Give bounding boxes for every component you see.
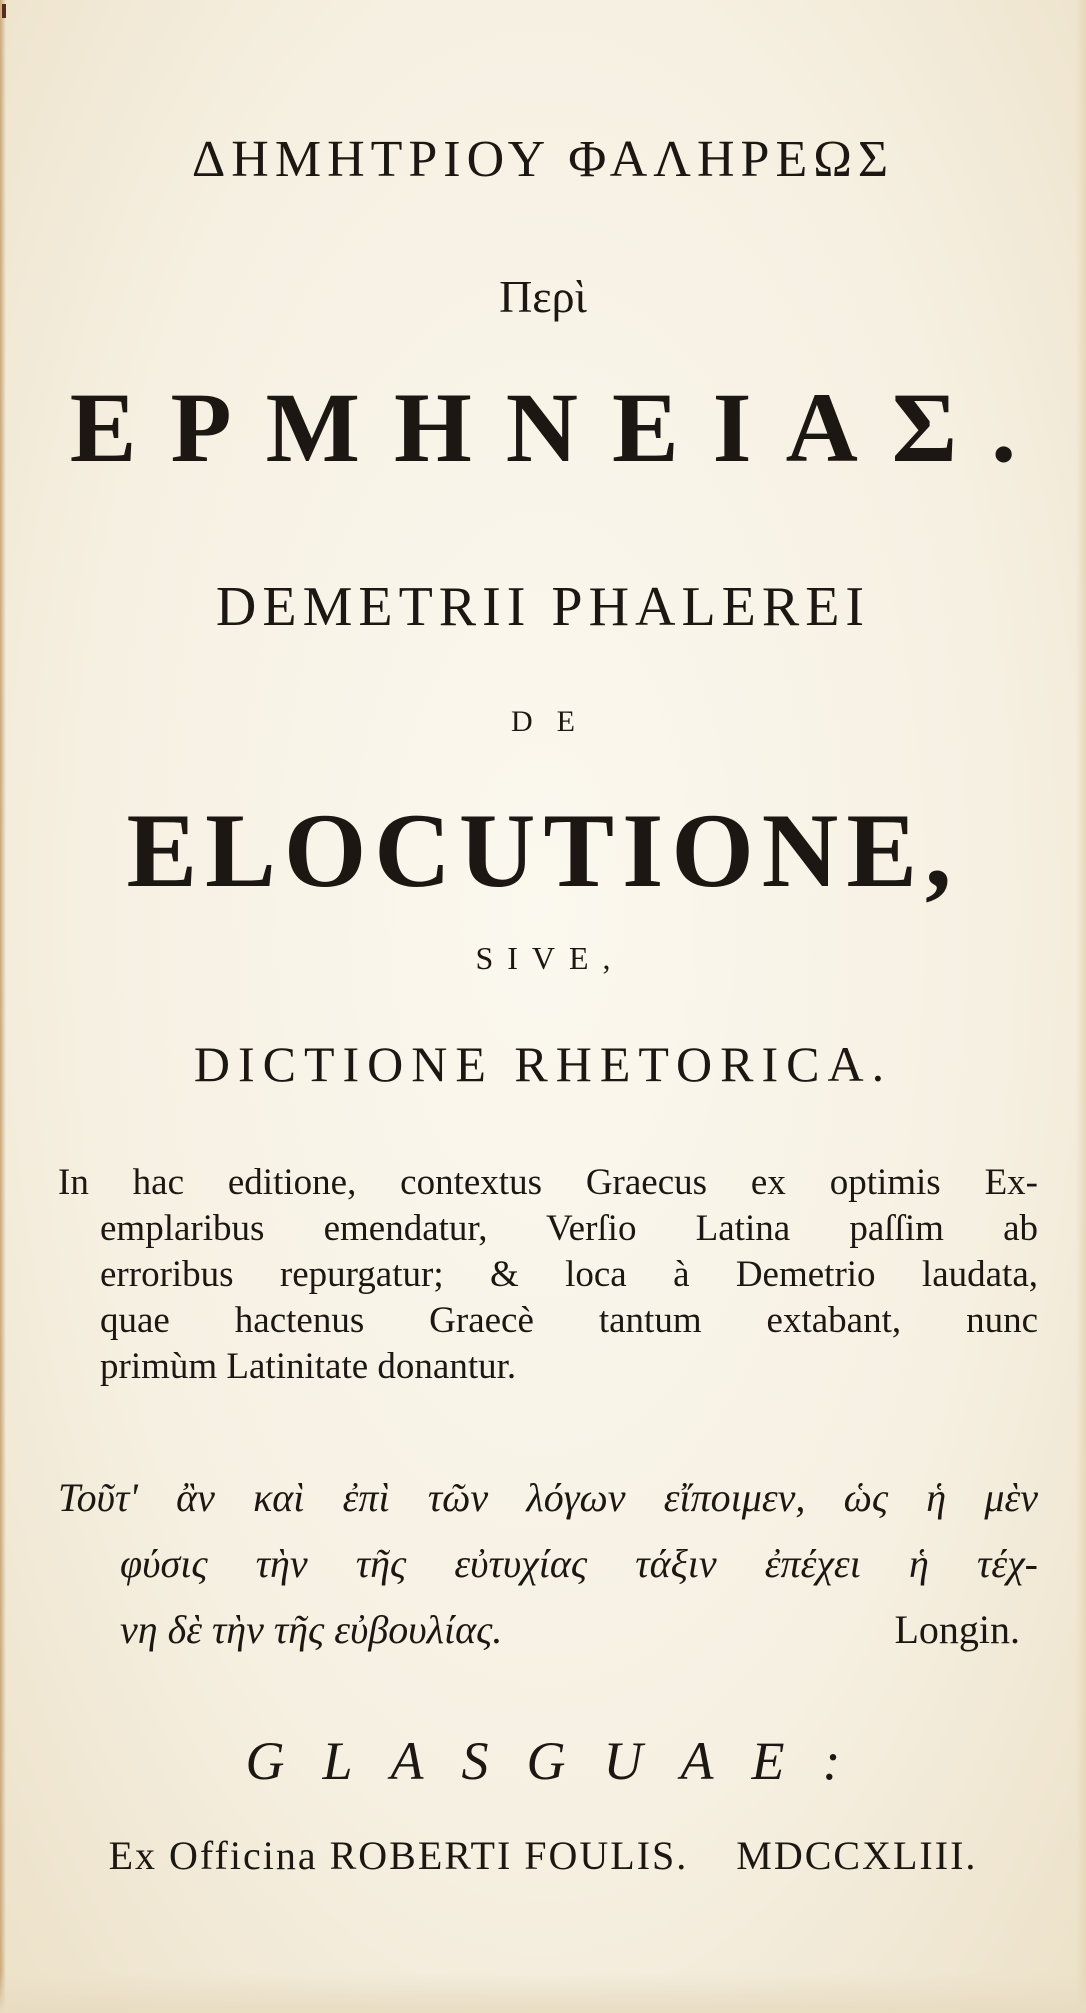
greek-title: ΕΡΜΗΝΕΙΑΣ.	[69, 372, 1051, 483]
description-line: quae hactenus Graecè tantum extabant, nunc	[100, 1300, 1038, 1341]
imprint-year: MDCCXLIII.	[736, 1833, 978, 1878]
edition-description	[58, 1160, 1038, 1390]
latin-subtitle: DICTIONE RHETORICA.	[193, 1036, 893, 1092]
epigraph-attribution: Longin.	[894, 1607, 1020, 1652]
latin-sive: SIVE,	[475, 940, 625, 976]
epigraph-line: Τοῦτ' ἂν καὶ ἐπὶ τῶν λόγων εἴποιμεν, ὡς ἡ μὲν	[58, 1475, 1038, 1520]
greek-author: ΔΗΜΗΤΡΙΟΥ ΦΑΛΗΡΕΩΣ	[191, 131, 895, 188]
margin-ink-mark	[2, 4, 6, 18]
greek-peri: Περὶ	[499, 271, 587, 322]
imprint-line	[0, 1832, 1086, 1879]
page-edge-bottom	[0, 1973, 1086, 2013]
description-line: In hac editione, contextus Graecus ex optimis Ex-	[58, 1162, 1038, 1203]
imprint-place: GLASGUAE:	[245, 1731, 879, 1791]
latin-de: DE	[511, 705, 599, 738]
description-line: primùm Latinitate donantur.	[100, 1346, 517, 1387]
description-line: erroribus repurgatur; & loca à Demetrio laudata,	[100, 1254, 1038, 1295]
imprint-publisher: Ex Officina ROBERTI FOULIS.	[108, 1833, 689, 1878]
epigraph-line: φύσις τὴν τῆς εὐτυχίας τάξιν ἐπέχει ἡ τέχ-	[120, 1541, 1038, 1586]
epigraph-line: νη δὲ τὴν τῆς εὐβουλίας.	[120, 1607, 503, 1652]
description-line: emplaribus emendatur, Verſio Latina paſſim ab	[100, 1208, 1038, 1249]
greek-epigraph	[58, 1465, 1038, 1663]
latin-author: DEMETRII PHALEREI	[215, 576, 871, 638]
latin-title: ELOCUTIONE,	[126, 792, 960, 909]
